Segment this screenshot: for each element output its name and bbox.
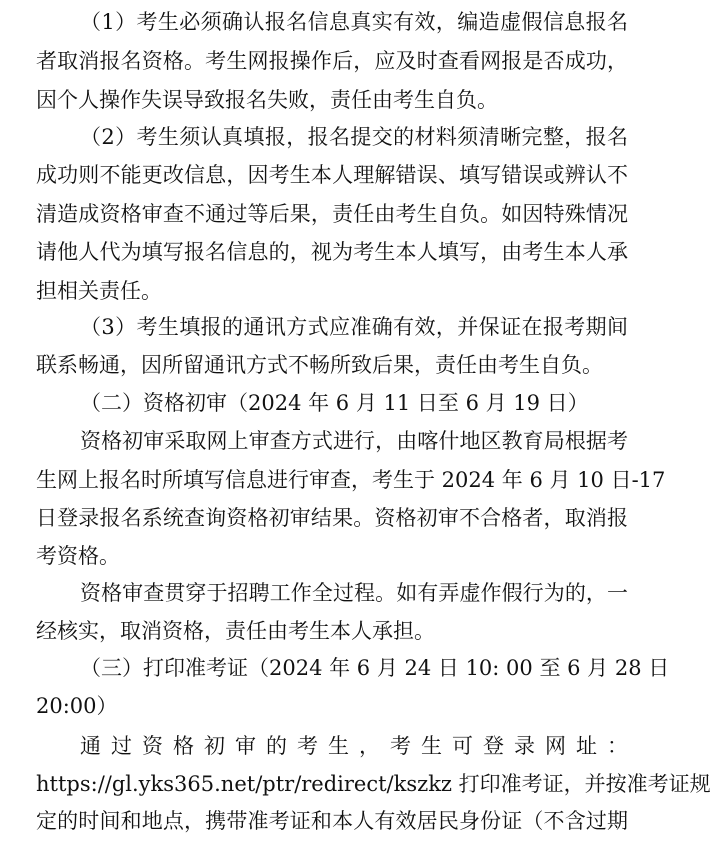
- para6-line3: 定的时间和地点，携带准考证和本人有效居民身份证（不含过期: [36, 809, 628, 833]
- section-heading-3-line1: （三）打印准考证（2024 年 6 月 24 日 10: 00 至 6 月 28 日: [80, 656, 670, 680]
- para4-line2: 生网上报名时所填写信息进行审查，考生于 2024 年 6 月 10 日-17: [36, 468, 666, 492]
- para4-line4: 考资格。: [36, 544, 120, 568]
- para4-line1: 资格初审采取网上审查方式进行，由喀什地区教育局根据考: [80, 429, 628, 453]
- para1-line3: 因个人操作失误导致报名失败，责任由考生自负。: [36, 88, 498, 112]
- para2-line3: 清造成资格审查不通过等后果，责任由考生自负。如因特殊情况: [36, 202, 628, 226]
- para2-line4: 请他人代为填写报名信息的，视为考生本人填写，由考生本人承: [36, 240, 628, 264]
- para2-line2: 成功则不能更改信息，因考生本人理解错误、填写错误或辨认不: [36, 163, 628, 187]
- para3-line1: （3）考生填报的通讯方式应准确有效，并保证在报考期间: [80, 315, 628, 339]
- para4-line3: 日登录报名系统查询资格初审结果。资格初审不合格者，取消报: [36, 506, 628, 530]
- para1-line2: 者取消报名资格。考生网报操作后，应及时查看网报是否成功，: [36, 49, 628, 73]
- para2-line5: 担相关责任。: [36, 279, 162, 303]
- para6-line2-url: https://gl.yks365.net/ptr/redirect/kszkz 打印准考证，并按准考证规: [36, 772, 711, 796]
- section-heading-3-line2: 20:00）: [36, 694, 118, 718]
- para5-line2: 经核实，取消资格，责任由考生本人承担。: [36, 619, 435, 643]
- para2-line1: （2）考生须认真填报，报名提交的材料须清晰完整，报名: [80, 125, 628, 149]
- para6-line1: 通过资格初审的考生，考生可登录网址：: [80, 734, 628, 758]
- para1-line1: （1）考生必须确认报名信息真实有效，编造虚假信息报名: [80, 10, 628, 34]
- para5-line1: 资格审查贯穿于招聘工作全过程。如有弄虚作假行为的，一: [80, 581, 628, 605]
- section-heading-2: （二）资格初审（2024 年 6 月 11 日至 6 月 19 日）: [80, 391, 589, 415]
- para3-line2: 联系畅通，因所留通讯方式不畅所致后果，责任由考生自负。: [36, 353, 603, 377]
